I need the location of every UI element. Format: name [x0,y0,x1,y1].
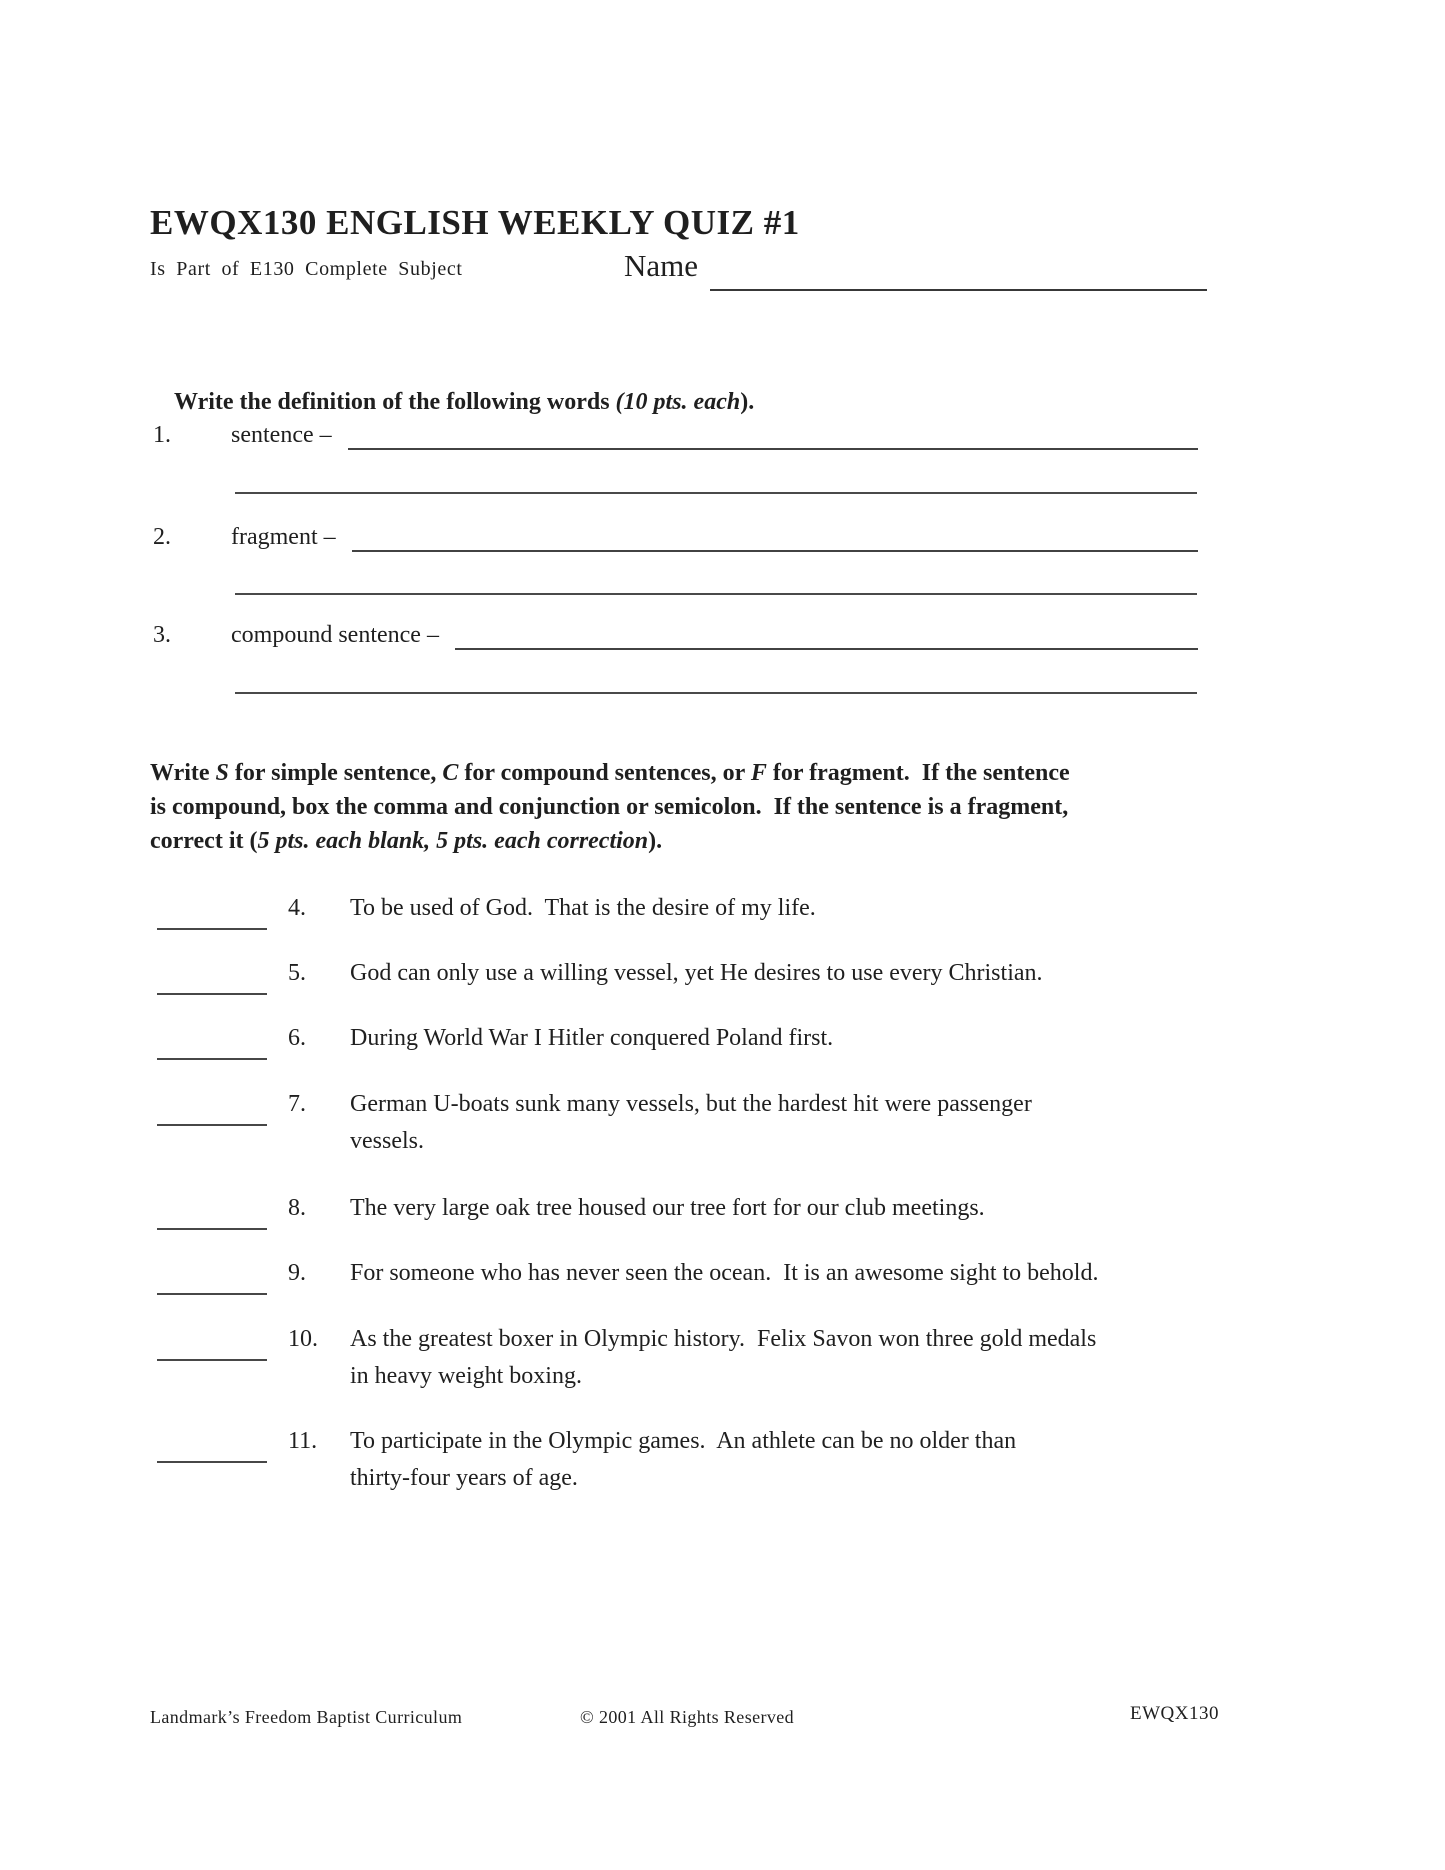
answer-blank-line [352,522,1198,552]
answer-blank-line [348,420,1198,450]
question-text: To be used of God. That is the desire of my life. [350,895,816,921]
question-number: 6. [288,1025,306,1051]
answer-blank-line [455,620,1198,650]
classify-heading-line3: correct it (5 pts. each blank, 5 pts. each correction). [150,828,663,854]
course-subtitle: Is Part of E130 Complete Subject [150,258,463,280]
question-number: 5. [288,960,306,986]
answer-blank-line [157,1190,267,1230]
question-row-5 [157,955,1215,995]
answer-blank-line [157,1423,267,1463]
question-row-4 [157,890,1215,930]
answer-blank-line [157,955,267,995]
question-text: For someone who has never seen the ocean. It is an awesome sight to behold. [350,1260,1099,1286]
answer-blank-line [235,692,1197,694]
answer-blank-line [157,1255,267,1295]
classify-heading-line2: is compound, box the comma and conjunction or semicolon. If the sentence is a fragment, [150,794,1069,820]
question-row-7 [157,1086,1215,1160]
item-number: 1. [153,422,171,448]
name-label: Name [624,248,699,283]
footer-document-code: EWQX130 [1130,1703,1219,1724]
classify-heading [150,756,1240,858]
footer-publisher: Landmark’s Freedom Baptist Curriculum [150,1707,463,1727]
item-label: sentence – [231,422,332,448]
item-number: 2. [153,524,171,550]
definition-item-3 [153,620,1198,648]
question-row-8 [157,1190,1215,1230]
item-label: fragment – [231,524,336,550]
answer-blank-line [157,1020,267,1060]
definition-item-2 [153,522,1198,550]
question-row-6 [157,1020,1215,1060]
definitions-heading-text: Write the definition of the following words [174,389,616,415]
answer-blank-line [235,593,1197,595]
definition-item-1 [153,420,1198,448]
question-text: German U-boats sunk many vessels, but the hardest hit were passenger vessels. [350,1091,1032,1154]
question-number: 9. [288,1260,306,1286]
question-number: 4. [288,895,306,921]
footer-copyright: © 2001 All Rights Reserved [580,1707,795,1727]
page-title: EWQX130 ENGLISH WEEKLY QUIZ #1 [150,203,800,242]
name-blank-line [710,248,1207,291]
question-number: 7. [288,1091,306,1117]
item-number: 3. [153,622,171,648]
answer-blank-line [157,890,267,930]
name-field-row [624,248,1207,291]
question-row-9 [157,1255,1215,1295]
question-number: 8. [288,1195,306,1221]
question-text: During World War I Hitler conquered Poland first. [350,1025,834,1051]
question-number: 11. [288,1428,318,1454]
question-text: As the greatest boxer in Olympic history. Felix Savon won three gold medals in heavy weight boxing. [350,1326,1097,1389]
answer-blank-line [157,1086,267,1126]
definitions-heading-close: ). [740,389,755,415]
question-text: To participate in the Olympic games. An athlete can be no older than thirty-four years of age. [350,1428,1017,1491]
question-text: God can only use a willing vessel, yet He desires to use every Christian. [350,960,1043,986]
question-number: 10. [288,1326,318,1352]
question-text: The very large oak tree housed our tree fort for our club meetings. [350,1195,985,1221]
question-row-11 [157,1423,1215,1497]
item-label: compound sentence – [231,622,439,648]
question-row-10 [157,1321,1215,1395]
answer-blank-line [157,1321,267,1361]
classify-heading-line1: Write S for simple sentence, C for compound sentences, or F for fragment. If the sentence [150,760,1070,786]
answer-blank-line [235,492,1197,494]
definitions-heading-points: (10 pts. each [615,389,741,415]
